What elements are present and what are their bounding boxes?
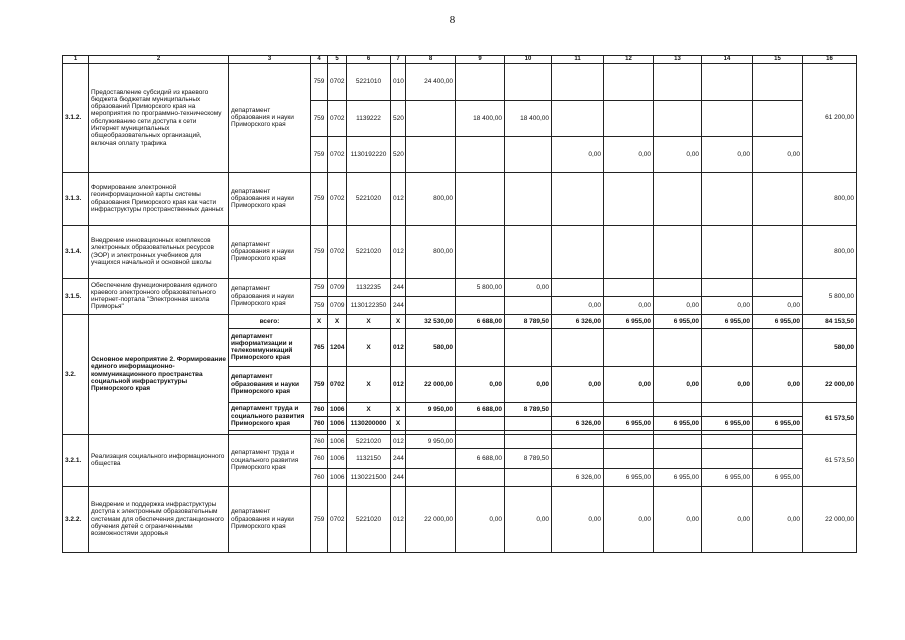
- col-header: 4: [311, 56, 328, 64]
- table-row: [63, 172, 857, 225]
- value-cell: [654, 225, 702, 278]
- value-cell: [505, 416, 552, 430]
- value-cell: 6 326,00: [552, 416, 604, 430]
- col-header: 14: [702, 56, 753, 64]
- value-cell: [552, 448, 604, 468]
- code-cell: 1139222: [347, 100, 391, 136]
- code-cell: 759: [311, 63, 328, 100]
- value-cell: 32 530,00: [406, 314, 456, 328]
- table-row: [63, 278, 857, 296]
- item-number: 3.1.5.: [63, 278, 89, 314]
- table-row: [63, 434, 857, 448]
- value-cell: [702, 225, 753, 278]
- value-cell: [654, 63, 702, 100]
- code-cell: 012: [391, 366, 406, 402]
- value-cell: 0,00: [552, 296, 604, 314]
- value-cell: [654, 448, 702, 468]
- code-cell: 244: [391, 448, 406, 468]
- value-cell: [702, 172, 753, 225]
- item-number: 3.1.2.: [63, 63, 89, 172]
- code-cell: 1204: [328, 328, 347, 366]
- value-cell: 0,00: [753, 486, 803, 552]
- value-cell: [654, 328, 702, 366]
- code-cell: 1006: [328, 468, 347, 486]
- value-cell: [552, 402, 604, 416]
- total-cell: 84 153,50: [803, 314, 857, 328]
- value-cell: 6 688,00: [456, 448, 505, 468]
- value-cell: 24 400,00: [406, 63, 456, 100]
- value-cell: [753, 63, 803, 100]
- value-cell: [753, 278, 803, 296]
- value-cell: [456, 172, 505, 225]
- value-cell: [753, 448, 803, 468]
- value-cell: 6 955,00: [654, 416, 702, 430]
- col-header: 1: [63, 56, 89, 64]
- code-cell: 1006: [328, 416, 347, 430]
- code-cell: 760: [311, 448, 328, 468]
- code-cell: 759: [311, 100, 328, 136]
- total-cell: 580,00: [803, 328, 857, 366]
- value-cell: [505, 172, 552, 225]
- col-header: 12: [604, 56, 654, 64]
- value-cell: [654, 278, 702, 296]
- value-cell: 18 400,00: [505, 100, 552, 136]
- code-cell: X: [311, 314, 328, 328]
- item-executor: департамент труда и социального развития Приморского края: [229, 434, 311, 486]
- code-cell: X: [347, 328, 391, 366]
- value-cell: [552, 328, 604, 366]
- value-cell: 0,00: [604, 366, 654, 402]
- value-cell: [456, 434, 505, 448]
- item-name: Внедрение и поддержка инфраструктуры доступа к электронным образовательным системам для обеспечения дистанционного обучения детей с ограниченными возможностями здоровья: [89, 486, 229, 552]
- value-cell: 0,00: [702, 366, 753, 402]
- code-cell: 759: [311, 172, 328, 225]
- value-cell: [456, 136, 505, 172]
- col-header: 8: [406, 56, 456, 64]
- value-cell: 0,00: [552, 136, 604, 172]
- value-cell: [753, 100, 803, 136]
- item-number: 3.2.1.: [63, 434, 89, 486]
- value-cell: [702, 278, 753, 296]
- item-executor: департамент образования и науки Приморского края: [229, 278, 311, 314]
- item-executor: департамент информатизации и телекоммуникаций Приморского края: [229, 328, 311, 366]
- code-cell: 0709: [328, 278, 347, 296]
- code-cell: 0702: [328, 366, 347, 402]
- value-cell: [702, 448, 753, 468]
- value-cell: [505, 328, 552, 366]
- value-cell: 6 955,00: [753, 416, 803, 430]
- total-label: всего:: [229, 314, 311, 328]
- code-cell: 010: [391, 63, 406, 100]
- col-header: 3: [229, 56, 311, 64]
- code-cell: 012: [391, 434, 406, 448]
- code-cell: 760: [311, 402, 328, 416]
- item-number: 3.2.: [63, 314, 89, 434]
- code-cell: 1130221500: [347, 468, 391, 486]
- code-cell: X: [347, 314, 391, 328]
- header-row: [63, 56, 857, 64]
- total-cell: 5 800,00: [803, 278, 857, 314]
- value-cell: 800,00: [406, 225, 456, 278]
- value-cell: [604, 434, 654, 448]
- item-name: Внедрение инновационных комплексов электронных образовательных ресурсов (ЭОР) и электронных учебников для учащихся начальной и основной школы: [89, 225, 229, 278]
- value-cell: [702, 402, 753, 416]
- value-cell: 0,00: [753, 296, 803, 314]
- value-cell: [456, 328, 505, 366]
- value-cell: [505, 225, 552, 278]
- code-cell: 0709: [328, 296, 347, 314]
- value-cell: [406, 296, 456, 314]
- value-cell: [505, 468, 552, 486]
- value-cell: 0,00: [552, 486, 604, 552]
- value-cell: 6 326,00: [552, 314, 604, 328]
- code-cell: 244: [391, 296, 406, 314]
- value-cell: [753, 402, 803, 416]
- col-header: 5: [328, 56, 347, 64]
- value-cell: [406, 448, 456, 468]
- code-cell: 5221020: [347, 486, 391, 552]
- code-cell: 1006: [328, 434, 347, 448]
- value-cell: 9 950,00: [406, 402, 456, 416]
- value-cell: [552, 225, 604, 278]
- code-cell: X: [347, 402, 391, 416]
- item-executor: департамент образования и науки Приморского края: [229, 63, 311, 172]
- value-cell: 0,00: [505, 366, 552, 402]
- value-cell: 6 955,00: [654, 314, 702, 328]
- value-cell: 0,00: [654, 296, 702, 314]
- code-cell: 765: [311, 328, 328, 366]
- value-cell: 0,00: [702, 296, 753, 314]
- value-cell: [552, 278, 604, 296]
- value-cell: 5 800,00: [456, 278, 505, 296]
- item-executor: департамент образования и науки Приморского края: [229, 486, 311, 552]
- value-cell: 9 950,00: [406, 434, 456, 448]
- value-cell: 6 688,00: [456, 402, 505, 416]
- total-cell: 22 000,00: [803, 486, 857, 552]
- value-cell: 6 326,00: [552, 468, 604, 486]
- value-cell: 0,00: [604, 296, 654, 314]
- value-cell: [604, 63, 654, 100]
- value-cell: [456, 296, 505, 314]
- value-cell: 0,00: [654, 136, 702, 172]
- value-cell: [552, 100, 604, 136]
- code-cell: 1132235: [347, 278, 391, 296]
- value-cell: 6 688,00: [456, 314, 505, 328]
- code-cell: 0702: [328, 225, 347, 278]
- total-cell: 61 573,50: [803, 402, 857, 434]
- code-cell: 012: [391, 225, 406, 278]
- code-cell: 1132150: [347, 448, 391, 468]
- value-cell: [753, 328, 803, 366]
- code-cell: 0702: [328, 100, 347, 136]
- code-cell: X: [391, 416, 406, 430]
- table-row: [63, 486, 857, 552]
- value-cell: 0,00: [753, 136, 803, 172]
- value-cell: [753, 225, 803, 278]
- code-cell: X: [391, 402, 406, 416]
- code-cell: 012: [391, 328, 406, 366]
- value-cell: [505, 434, 552, 448]
- total-cell: 61 200,00: [803, 63, 857, 172]
- col-header: 6: [347, 56, 391, 64]
- value-cell: 0,00: [702, 486, 753, 552]
- total-cell: 800,00: [803, 172, 857, 225]
- value-cell: 6 955,00: [702, 416, 753, 430]
- col-header: 2: [89, 56, 229, 64]
- total-cell: 800,00: [803, 225, 857, 278]
- code-cell: 5221020: [347, 225, 391, 278]
- value-cell: [753, 434, 803, 448]
- code-cell: 5221020: [347, 434, 391, 448]
- value-cell: 0,00: [456, 486, 505, 552]
- col-header: 10: [505, 56, 552, 64]
- item-name: Формирование электронной геоинформационной карты системы образования Приморского края как части инфраструктуры пространственных данных: [89, 172, 229, 225]
- code-cell: 1130122350: [347, 296, 391, 314]
- value-cell: 8 789,50: [505, 314, 552, 328]
- col-header: 9: [456, 56, 505, 64]
- value-cell: 22 000,00: [406, 486, 456, 552]
- value-cell: [406, 416, 456, 430]
- value-cell: [702, 434, 753, 448]
- value-cell: [604, 172, 654, 225]
- item-executor: департамент образования и науки Приморского края: [229, 366, 311, 402]
- code-cell: 760: [311, 434, 328, 448]
- code-cell: 520: [391, 136, 406, 172]
- budget-table: [62, 55, 857, 553]
- code-cell: 1006: [328, 448, 347, 468]
- value-cell: [406, 468, 456, 486]
- value-cell: [456, 416, 505, 430]
- value-cell: [456, 63, 505, 100]
- value-cell: 6 955,00: [702, 468, 753, 486]
- value-cell: 580,00: [406, 328, 456, 366]
- page-number: 8: [449, 14, 456, 26]
- item-number: 3.1.3.: [63, 172, 89, 225]
- code-cell: 012: [391, 172, 406, 225]
- value-cell: [654, 402, 702, 416]
- value-cell: 8 789,50: [505, 402, 552, 416]
- value-cell: [604, 328, 654, 366]
- value-cell: 0,00: [604, 486, 654, 552]
- value-cell: 6 955,00: [753, 468, 803, 486]
- code-cell: 760: [311, 416, 328, 430]
- table-row: [63, 63, 857, 100]
- value-cell: 6 955,00: [654, 468, 702, 486]
- code-cell: 759: [311, 278, 328, 296]
- value-cell: [753, 172, 803, 225]
- code-cell: 012: [391, 486, 406, 552]
- item-name: Реализация социального информационного общества: [89, 434, 229, 486]
- value-cell: [604, 448, 654, 468]
- value-cell: 0,00: [505, 278, 552, 296]
- value-cell: [604, 100, 654, 136]
- value-cell: 0,00: [753, 366, 803, 402]
- code-cell: 1130192220: [347, 136, 391, 172]
- item-name: Предоставление субсидий из краевого бюджета бюджетам муниципальных образований Приморского края на мероприятия по программно-техническому обслуживанию сети доступа к сети Интернет муниципальных общеобразовательных организаций, включая оплату трафика: [89, 63, 229, 172]
- value-cell: 6 955,00: [604, 468, 654, 486]
- table-row: [63, 314, 857, 328]
- col-header: 13: [654, 56, 702, 64]
- value-cell: [654, 100, 702, 136]
- code-cell: 244: [391, 468, 406, 486]
- code-cell: 0702: [328, 136, 347, 172]
- code-cell: 1130200000: [347, 416, 391, 430]
- code-cell: 0702: [328, 486, 347, 552]
- value-cell: [552, 63, 604, 100]
- item-name: Основное мероприятие 2. Формирование единого информационно-коммуникационного пространства социальной инфраструктуры Приморского края: [89, 314, 229, 434]
- value-cell: [702, 328, 753, 366]
- code-cell: 760: [311, 468, 328, 486]
- value-cell: [406, 136, 456, 172]
- value-cell: [406, 278, 456, 296]
- code-cell: X: [391, 314, 406, 328]
- value-cell: 0,00: [505, 486, 552, 552]
- value-cell: [456, 468, 505, 486]
- value-cell: [456, 225, 505, 278]
- value-cell: 0,00: [456, 366, 505, 402]
- code-cell: 759: [311, 486, 328, 552]
- value-cell: 0,00: [654, 366, 702, 402]
- value-cell: 22 000,00: [406, 366, 456, 402]
- col-header: 15: [753, 56, 803, 64]
- value-cell: 0,00: [702, 136, 753, 172]
- value-cell: 6 955,00: [702, 314, 753, 328]
- value-cell: [654, 434, 702, 448]
- item-executor: департамент образования и науки Приморского края: [229, 172, 311, 225]
- item-number: 3.1.4.: [63, 225, 89, 278]
- item-name: Обеспечение функционирования единого краевого электронного образовательного интернет-портала "Электронная школа Приморья": [89, 278, 229, 314]
- total-cell: 22 000,00: [803, 366, 857, 402]
- code-cell: 759: [311, 296, 328, 314]
- value-cell: 6 955,00: [604, 314, 654, 328]
- value-cell: 0,00: [604, 136, 654, 172]
- code-cell: 244: [391, 278, 406, 296]
- total-cell: 61 573,50: [803, 434, 857, 486]
- value-cell: 6 955,00: [753, 314, 803, 328]
- code-cell: 759: [311, 136, 328, 172]
- value-cell: 18 400,00: [456, 100, 505, 136]
- item-executor: департамент труда и социального развития Приморского края: [229, 402, 311, 430]
- value-cell: [604, 225, 654, 278]
- value-cell: [552, 434, 604, 448]
- value-cell: 6 955,00: [604, 416, 654, 430]
- item-number: 3.2.2.: [63, 486, 89, 552]
- item-executor: департамент образования и науки Приморского края: [229, 225, 311, 278]
- code-cell: 5221010: [347, 63, 391, 100]
- value-cell: 0,00: [552, 366, 604, 402]
- code-cell: 520: [391, 100, 406, 136]
- value-cell: [604, 402, 654, 416]
- value-cell: [604, 278, 654, 296]
- value-cell: 800,00: [406, 172, 456, 225]
- code-cell: X: [328, 314, 347, 328]
- value-cell: [552, 172, 604, 225]
- col-header: 7: [391, 56, 406, 64]
- value-cell: [505, 136, 552, 172]
- code-cell: 759: [311, 225, 328, 278]
- value-cell: 8 789,50: [505, 448, 552, 468]
- code-cell: 5221020: [347, 172, 391, 225]
- code-cell: 759: [311, 366, 328, 402]
- value-cell: [505, 63, 552, 100]
- value-cell: [654, 172, 702, 225]
- col-header: 11: [552, 56, 604, 64]
- col-header: 16: [803, 56, 857, 64]
- code-cell: 0702: [328, 172, 347, 225]
- value-cell: [505, 296, 552, 314]
- table-row: [63, 225, 857, 278]
- code-cell: X: [347, 366, 391, 402]
- value-cell: [702, 100, 753, 136]
- value-cell: [702, 63, 753, 100]
- code-cell: 0702: [328, 63, 347, 100]
- value-cell: 0,00: [654, 486, 702, 552]
- value-cell: [406, 100, 456, 136]
- code-cell: 1006: [328, 402, 347, 416]
